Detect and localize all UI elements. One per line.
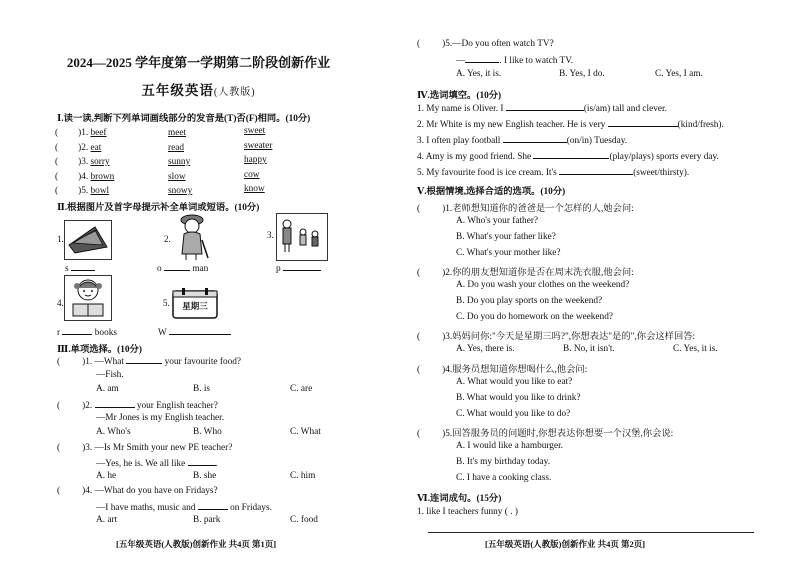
option-c: C. I have a cooking class. [456, 473, 552, 483]
option-b: B. Yes, I do. [559, 69, 605, 79]
mc-reply: —I have maths, music and on Fridays. [96, 503, 272, 513]
phonics-word: sweet [244, 126, 266, 136]
prompt-books: r books [57, 328, 117, 338]
situation-question: ( )5.回答服务员的问题时,你想表达你想要一个汉堡,你会说: [417, 429, 674, 439]
option-a: A. Do you wash your clothes on the weekend? [456, 280, 630, 290]
option-a: A. Yes, there is. [456, 344, 515, 354]
option-a: A. Yes, it is. [456, 69, 502, 79]
mc-reply: — . I like to watch TV. [456, 56, 574, 66]
option-c: C. What would you like to do? [456, 409, 571, 419]
option-b: B. park [193, 515, 221, 525]
girl-reading-picture [64, 275, 112, 321]
phonics-word: meet [168, 128, 187, 138]
prompt-w: W [158, 326, 231, 338]
option-c: C. Yes, it is. [673, 344, 718, 354]
option-b: B. Do you play sports on the weekend? [456, 296, 603, 306]
option-c: C. Yes, I am. [655, 69, 703, 79]
section-2-header: Ⅱ.根据图片及首字母提示补全单词或短语。(10分) [57, 203, 260, 213]
page-footer: [五年级英语(人教版)创新作业 共4页 第1页] [116, 539, 277, 549]
situation-question: ( )4.服务员想知道你想喝什么,他会问: [417, 365, 588, 375]
option-c: C. are [290, 384, 313, 394]
mc-reply: —Fish. [96, 370, 124, 380]
pic-number: 1. [57, 234, 64, 244]
fill-item: 2. Mr White is my new English teacher. He is very (kind/fresh). [417, 120, 724, 130]
option-b: B. she [193, 471, 217, 481]
pic-number: 4. [57, 298, 64, 308]
phonics-word: read [168, 143, 184, 153]
answer-line [428, 532, 754, 533]
phonics-word: slow [168, 172, 186, 182]
section-4-header: Ⅳ.选词填空。(10分) [417, 91, 502, 101]
option-a: A. What would you like to eat? [456, 377, 573, 387]
phonics-row: ( )3. sorry [55, 157, 110, 167]
fill-item: 5. My favourite food is ice cream. It's (sweet/thirsty). [417, 168, 690, 178]
option-a: A. Who's [96, 427, 131, 437]
pic-number: 2. [164, 234, 171, 244]
mc-question: ( )3. —Is Mr Smith your new PE teacher? [57, 443, 233, 453]
phonics-word: snowy [168, 186, 193, 196]
phonics-row: ( )2. eat [55, 143, 102, 153]
option-c: C. What's your mother like? [456, 248, 561, 258]
option-a: A. I would like a hamburger. [456, 441, 563, 451]
option-a: A. am [96, 384, 119, 394]
option-c: C. Do you do homework on the weekend? [456, 312, 613, 322]
mc-reply: —Yes, he is. We all like . [96, 459, 218, 469]
option-b: B. No, it isn't. [563, 344, 615, 354]
option-b: B. is [193, 384, 211, 394]
prompt-p: p [276, 262, 321, 274]
phonics-row: ( )4. brown [55, 172, 115, 182]
fill-item: 3. I often play football (on/in) Tuesday. [417, 136, 628, 146]
option-c: C. him [290, 471, 316, 481]
mc-question: ( )1. —What your favourite food? [57, 357, 242, 367]
page-footer: [五年级英语(人教版)创新作业 共4页 第2页] [485, 539, 646, 549]
mc-question: ( )5.—Do you often watch TV? [417, 39, 554, 49]
section-5-header: Ⅴ.根据情境,选择合适的选项。(10分) [417, 187, 566, 197]
old-man-picture [172, 210, 214, 260]
option-c: C. What [290, 427, 321, 437]
section-6-header: Ⅵ.连词成句。(15分) [417, 494, 502, 504]
phonics-word: know [244, 184, 265, 194]
option-c: C. food [290, 515, 318, 525]
calendar-picture [172, 287, 218, 319]
family-picture [276, 213, 328, 261]
phonics-word: sunny [168, 157, 191, 167]
phonics-word: cow [244, 170, 260, 180]
mc-question: ( )4. —What do you have on Fridays? [57, 486, 218, 496]
situation-question: ( )3.妈妈问你:"今天是星期三吗?",你想表达"是的",你会这样回答: [417, 332, 696, 342]
option-a: A. he [96, 471, 117, 481]
option-b: B. It's my birthday today. [456, 457, 551, 467]
prompt-old-man: o man [157, 264, 209, 274]
right-page [397, 0, 794, 561]
phonics-word: sweater [244, 141, 273, 151]
worksheet-subtitle: 五年级英语(人教版) [141, 83, 256, 98]
phonics-row: ( )1. beef [55, 128, 107, 138]
fill-item: 4. Amy is my good friend. She (play/plays) sports every day. [417, 152, 719, 162]
section-3-header: Ⅲ.单项选择。(10分) [57, 345, 142, 355]
pic-number: 5. [163, 298, 170, 308]
situation-question: ( )2.你的朋友想知道你是否在周末洗衣服,他会问: [417, 268, 634, 278]
option-b: B. What would you like to drink? [456, 393, 581, 403]
option-b: B. What's your father like? [456, 232, 556, 242]
situation-question: ( )1.老师想知道你的爸爸是一个怎样的人,她会问: [417, 204, 634, 214]
mc-reply: —Mr Jones is my English teacher. [96, 413, 225, 423]
pic-number: 3. [267, 230, 274, 240]
option-a: A. Who's your father? [456, 216, 539, 226]
worksheet-title: 2024—2025 学年度第一学期第二阶段创新作业 [66, 55, 331, 70]
section-1-header: Ⅰ.读一读,判断下列单词画线部分的发音是(T)否(F)相同。(10分) [57, 114, 311, 124]
sentence-item: 1. like I teachers funny ( . ) [417, 507, 518, 517]
fill-item: 1. My name is Oliver. I (is/am) tall and clever. [417, 104, 667, 114]
phonics-word: happy [244, 155, 267, 165]
sandwich-picture [64, 220, 112, 260]
calendar-label: 星期三 [182, 302, 208, 312]
option-b: B. Who [193, 427, 222, 437]
prompt-s: s [65, 262, 95, 274]
option-a: A. art [96, 515, 118, 525]
mc-question: ( )2. your English teacher? [57, 401, 218, 411]
phonics-row: ( )5. bowl [55, 186, 110, 196]
